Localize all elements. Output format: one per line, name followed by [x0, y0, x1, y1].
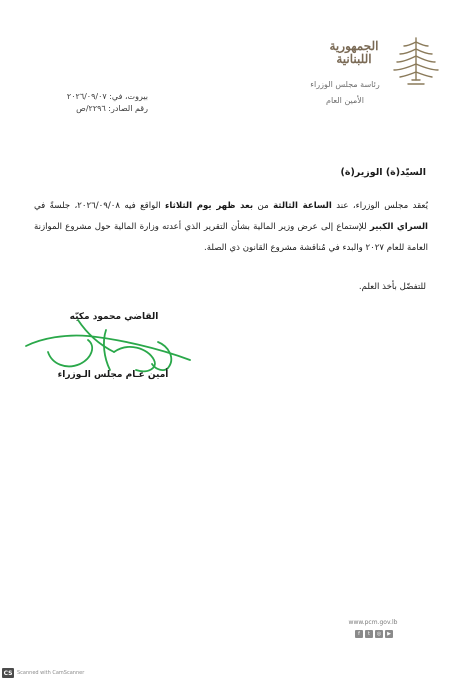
signer-title: أمين عـام مجلس الـوزراء [57, 370, 169, 380]
body-text-3: الواقع فيه ٢٠٢٦/٠٩/٠٨، جلسةً في [34, 201, 166, 211]
body-text-1: يُعقد مجلس الوزراء، عند [331, 201, 428, 211]
letter-body [34, 196, 428, 259]
office-title: الأمين العام [325, 96, 365, 105]
republic-title: الجمهورية اللبنانية [329, 39, 379, 66]
signer-name: القاضي محمود مكيّه [69, 312, 159, 322]
website-url[interactable]: www.pcm.gov.lb [348, 619, 398, 626]
addressee: السيّد(ة) الوزير(ة) [340, 167, 426, 178]
body-text-4: للإستماع إلى عرض وزير المالية بشأن التقرير الذي أعدته وزارة المالية حول مشروع الموازنة العامة للعام ٢٠٢٧ والبدء في مُناقشة مشروع القانون ذي الصلة. [34, 222, 428, 253]
reference-number: رقم الصادر: ٢٢٩٦/ص [76, 104, 148, 113]
scanner-watermark [2, 668, 84, 678]
meeting-day: بعد ظهر يوم الثلاثاء [165, 201, 254, 211]
presidency-name: رئاسة مجلس الوزراء [310, 80, 380, 89]
camscanner-logo: CS [3, 669, 13, 677]
body-text-2: من [253, 201, 274, 211]
social-icons [355, 630, 393, 638]
youtube-icon[interactable]: ▶ [385, 630, 393, 638]
cedar-tree-icon [388, 34, 444, 90]
instagram-icon[interactable]: ◎ [376, 631, 382, 637]
closing-line: للتفضّل بأخذ العلم. [358, 282, 426, 292]
twitter-icon[interactable]: t [365, 630, 373, 638]
meeting-time: الساعة الثالثة [273, 201, 332, 211]
scanner-text: Scanned with CamScanner [17, 670, 85, 676]
meeting-venue: السراي الكبير [369, 222, 429, 232]
facebook-icon[interactable]: f [355, 630, 363, 638]
letter-date: بيروت، في: ٢٠٢٦/٠٩/٠٧ [66, 92, 148, 101]
